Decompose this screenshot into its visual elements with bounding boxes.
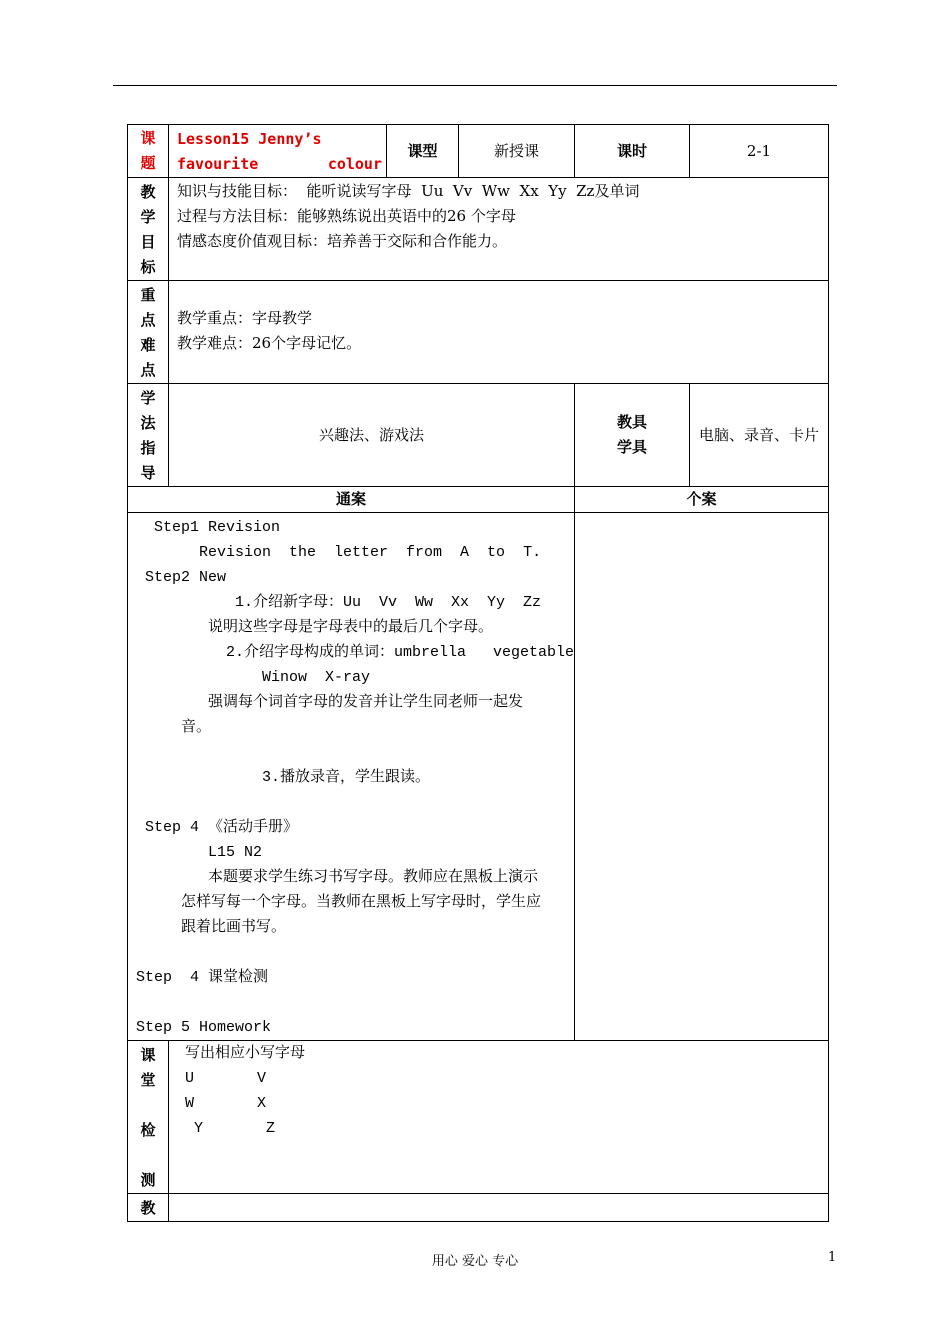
- hours-value: 2-1: [690, 125, 829, 178]
- plan-line: 1.介绍新字母：Uu Vv Ww Xx Yy Zz: [136, 594, 542, 611]
- plan-line: 2.介绍字母构成的单词：umbrella vegetable: [136, 644, 575, 661]
- lesson-title: [169, 125, 387, 178]
- plan-line: Step1 Revision: [136, 519, 281, 536]
- methods-row: [128, 384, 829, 487]
- classtest-letters: U V: [185, 1070, 267, 1087]
- plan-line: 跟着比画书写。: [136, 919, 287, 936]
- reflection-row: [128, 1194, 829, 1222]
- lesson-plan-table: [127, 124, 829, 1222]
- methods-value: 兴趣法、游戏法: [169, 384, 575, 487]
- classtest-instruction: 写出相应小写字母: [185, 1045, 306, 1062]
- type-label: 课型: [387, 125, 459, 178]
- personal-plan-label: 个案: [575, 487, 829, 513]
- objective-process: 过程与方法目标：能够熟练说出英语中的26 个字母: [177, 207, 516, 225]
- methods-label: 学 法 指 导: [128, 384, 169, 487]
- plan-line: [136, 740, 574, 765]
- objective-attitude: 情感态度价值观目标：培养善于交际和合作能力。: [177, 232, 508, 250]
- plan-line: 本题要求学生练习书写字母。教师应在黑板上演示: [136, 869, 539, 886]
- header-row: [128, 125, 829, 178]
- plan-line: 音。: [136, 719, 212, 736]
- plan-line: [136, 790, 574, 815]
- plan-header-row: [128, 487, 829, 513]
- plan-line: 说明这些字母是字母表中的最后几个字母。: [136, 619, 494, 636]
- page-footer: 用心 爱心 专心: [431, 1254, 519, 1269]
- objective-knowledge: 知识与技能目标： 能听说读写字母 Uu Vv Ww Xx Yy Zz及单词: [177, 182, 640, 200]
- lesson-title-part-b: colour: [327, 155, 382, 173]
- common-plan-label: 通案: [128, 487, 575, 513]
- plan-line: L15 N2: [136, 844, 263, 861]
- header-rule: [113, 85, 837, 86]
- classtest-row: [128, 1041, 829, 1194]
- classtest-label: 课 堂 检 测: [128, 1041, 169, 1194]
- classtest-content: [169, 1041, 829, 1194]
- type-value: 新授课: [459, 125, 575, 178]
- objectives-content: [169, 178, 829, 281]
- classtest-letters: W X: [185, 1095, 267, 1112]
- hours-label: 课时: [575, 125, 690, 178]
- plan-line: 怎样写每一个字母。当教师在黑板上写字母时，学生应: [136, 894, 542, 911]
- lesson-title-part-a: favourite: [177, 155, 259, 173]
- tools-value: 电脑、录音、卡片: [690, 384, 829, 487]
- reflection-content: [169, 1194, 829, 1222]
- lesson-title-line1: Lesson15 Jenny’s: [177, 130, 322, 148]
- plan-line: Winow X-ray: [136, 669, 371, 686]
- tools-label: 教具 学具: [575, 384, 690, 487]
- plan-line: Step 4 《活动手册》: [136, 819, 299, 836]
- reflection-label: 教: [128, 1194, 169, 1222]
- plan-line: Step2 New: [136, 569, 227, 586]
- keypoints-content: [169, 281, 829, 384]
- keypoints-row: [128, 281, 829, 384]
- classtest-letters: Y Z: [185, 1120, 276, 1137]
- personal-plan-content: [575, 513, 829, 1041]
- objectives-row: [128, 178, 829, 281]
- keypoint-focus: 教学重点：字母教学: [177, 309, 313, 327]
- plan-line: 3.播放录音，学生跟读。: [136, 769, 431, 786]
- keypoints-label: 重 点 难 点: [128, 281, 169, 384]
- plan-line: Step 5 Homework: [136, 1019, 272, 1036]
- common-plan-content: [128, 513, 575, 1041]
- plan-line: [136, 940, 574, 965]
- keypoint-difficulty: 教学难点：26个字母记忆。: [177, 334, 362, 352]
- plan-body-row: [128, 513, 829, 1041]
- plan-line: [136, 990, 574, 1015]
- subject-label: 课 题: [128, 125, 169, 178]
- plan-line: Revision the letter from A to T.: [136, 544, 542, 561]
- plan-line: Step 4 课堂检测: [136, 969, 269, 986]
- objectives-label: 教 学 目 标: [128, 178, 169, 281]
- page-number: 1: [828, 1250, 837, 1265]
- plan-line: 强调每个词首字母的发音并让学生同老师一起发: [136, 694, 524, 711]
